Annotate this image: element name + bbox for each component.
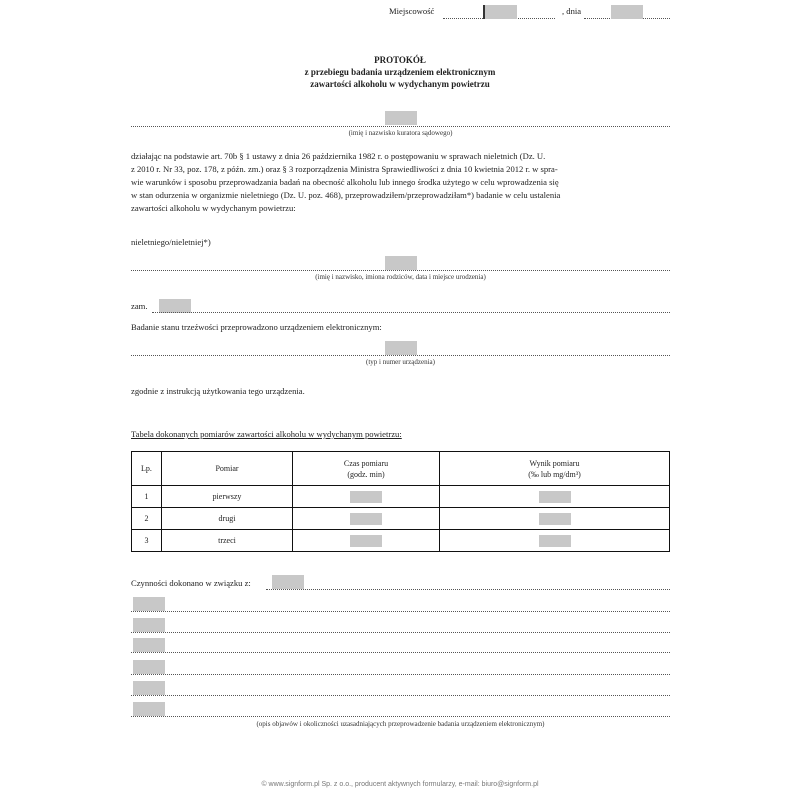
activities-field-5[interactable]: [133, 660, 165, 674]
row-lp: 2: [132, 508, 162, 530]
measurements-table: [131, 451, 670, 552]
activities-line-5: [131, 674, 670, 675]
table-row: [132, 486, 670, 508]
date-label: , dnia: [562, 6, 582, 16]
activities-line-3: [131, 632, 670, 633]
row-result-cell: [440, 508, 670, 530]
device-intro: Badanie stanu trzeźwości przeprowadzono urządzeniem elektronicznym:: [131, 322, 382, 332]
row-time-cell: [293, 508, 440, 530]
device-line: [131, 355, 670, 356]
result-field-3[interactable]: [539, 535, 571, 547]
header-time-label: Czas pomiaru: [343, 458, 389, 468]
officer-line: [131, 126, 670, 127]
time-field-1[interactable]: [350, 491, 382, 503]
minor-details-field[interactable]: [385, 256, 417, 270]
time-field-3[interactable]: [350, 535, 382, 547]
activities-field-3[interactable]: [133, 618, 165, 632]
place-field[interactable]: [483, 5, 517, 19]
activities-caption: (opis objawów i okoliczności uzasadniających przeprowadzenie badania urządzeniem elektronicznym): [256, 720, 545, 728]
legal-text-line-1: działając na podstawie art. 70b § 1 ustawy z dnia 26 października 1982 r. o postępowaniu w sprawach nieletnich (Dz. U.: [131, 151, 546, 161]
activities-field-7[interactable]: [133, 702, 165, 716]
table-title: Tabela dokonanych pomiarów zawartości alkoholu w wydychanym powietrzu:: [131, 429, 402, 439]
legal-text-line-5: zawartości alkoholu w wydychanym powietrzu:: [131, 203, 296, 213]
table-row: [132, 508, 670, 530]
residence-line: [152, 312, 670, 313]
row-measure: trzeci: [162, 530, 293, 552]
date-field[interactable]: [611, 5, 643, 19]
doc-subtitle-1: z przebiegu badania urządzeniem elektronicznym: [304, 67, 496, 77]
activities-field-1[interactable]: [272, 575, 304, 589]
header-lp: Lp.: [132, 452, 162, 486]
minor-caption: (imię i nazwisko, imiona rodziców, data i miejsce urodzenia): [315, 273, 486, 281]
residence-field[interactable]: [159, 299, 191, 313]
device-field[interactable]: [385, 341, 417, 355]
table-header-row: [132, 452, 670, 486]
doc-subtitle-2: zawartości alkoholu w wydychanym powietrzu: [310, 79, 490, 89]
activities-line-4: [131, 652, 670, 653]
header-time: [293, 452, 440, 486]
time-field-2[interactable]: [350, 513, 382, 525]
legal-text-line-2: z 2010 r. Nr 33, poz. 178, z późn. zm.) oraz § 3 rozporządzenia Ministra Sprawiedliwości z dnia 10 kwietnia 2012 r. w spra-: [131, 164, 558, 174]
header-measure: Pomiar: [162, 452, 293, 486]
officer-caption: (imię i nazwisko kuratora sądowego): [348, 129, 453, 137]
result-field-1[interactable]: [539, 491, 571, 503]
minor-line: [131, 270, 670, 271]
row-measure: pierwszy: [162, 486, 293, 508]
activities-field-4[interactable]: [133, 638, 165, 652]
legal-text-line-3: wie warunków i sposobu przeprowadzania badań na obecność alkoholu lub innego środka użytego w celu wprowadzenia się: [131, 177, 559, 187]
device-compliance: zgodnie z instrukcją użytkowania tego urządzenia.: [131, 386, 305, 396]
officer-name-field[interactable]: [385, 111, 417, 125]
row-time-cell: [293, 530, 440, 552]
row-time-cell: [293, 486, 440, 508]
footer-credit: © www.signform.pl Sp. z o.o., producent aktywnych formularzy, e-mail: biuro@signform.pl: [261, 781, 539, 788]
minor-label: nieletniego/nieletniej*): [131, 237, 211, 247]
header-result-label: Wynik pomiaru: [529, 458, 580, 468]
activities-label: Czynności dokonano w związku z:: [131, 578, 251, 588]
activities-line-1: [266, 589, 670, 590]
row-lp: 3: [132, 530, 162, 552]
row-lp: 1: [132, 486, 162, 508]
activities-field-6[interactable]: [133, 681, 165, 695]
legal-text-line-4: w stan odurzenia w organizmie nieletniego (Dz. U. poz. 468), przeprowadziłem/przeprowadziłam*) badanie w celu ustalenia: [131, 190, 561, 200]
device-caption: (typ i numer urządzenia): [366, 358, 435, 366]
table-row: [132, 530, 670, 552]
header-result: [440, 452, 670, 486]
place-label: Miejscowość: [389, 6, 435, 16]
activities-line-6: [131, 695, 670, 696]
residence-label: zam.: [131, 301, 148, 311]
result-field-2[interactable]: [539, 513, 571, 525]
doc-title: PROTOKÓŁ: [374, 55, 426, 65]
row-result-cell: [440, 486, 670, 508]
row-measure: drugi: [162, 508, 293, 530]
activities-line-7: [131, 716, 670, 717]
activities-line-2: [131, 611, 670, 612]
row-result-cell: [440, 530, 670, 552]
header-result-unit: (‰ lub mg/dm³): [528, 469, 581, 479]
activities-field-2[interactable]: [133, 597, 165, 611]
header-time-unit: (godz. min): [347, 469, 385, 479]
